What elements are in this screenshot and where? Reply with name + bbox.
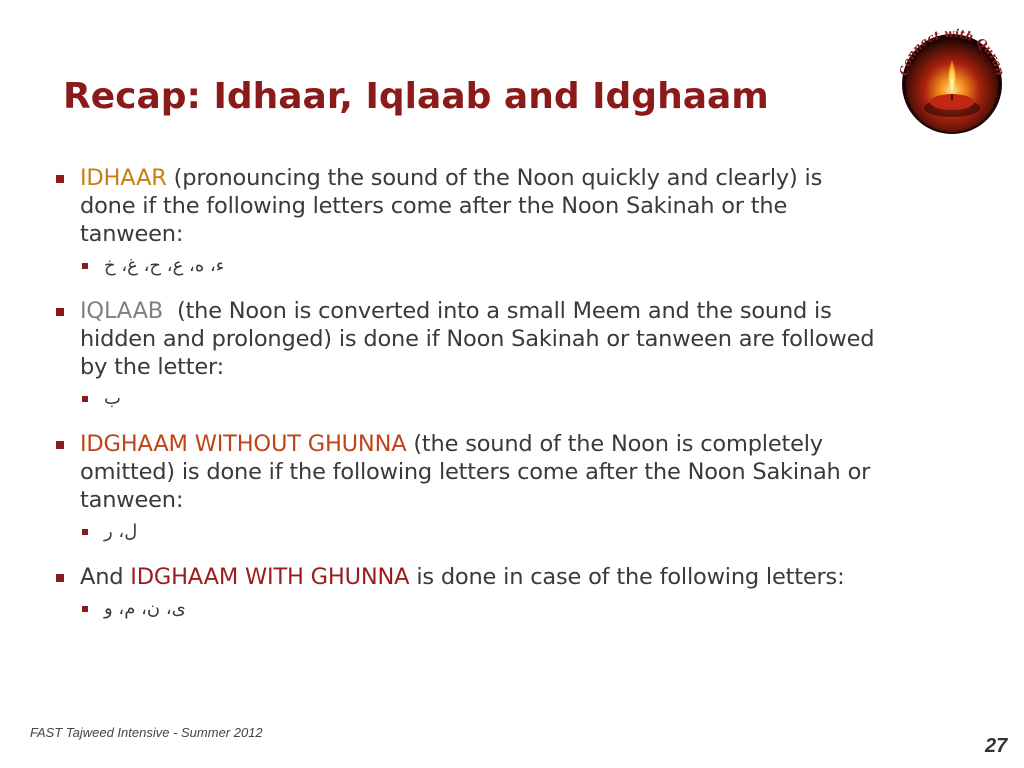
logo-text: Connect with Quran (896, 25, 1008, 77)
idghaam-without-letters: ل، ر (55, 520, 875, 544)
bullet-idhaar (55, 164, 875, 248)
term-idghaam-with-ghunna: IDGHAAM WITH GHUNNA (130, 564, 410, 590)
bullet-idghaam-with-prefix: And (80, 564, 131, 590)
bullet-iqlaab (55, 297, 882, 381)
slide-title: Recap: Idhaar, Iqlaab and Idghaam (63, 76, 769, 117)
bullet-idghaam-with-text: is done in case of the following letters: (409, 564, 845, 590)
idhaar-letters: ء، ه، ع، ح، غ، خ (55, 254, 875, 278)
slide-content (55, 164, 882, 621)
term-iqlaab: IQLAAB (80, 298, 164, 324)
bullet-idghaam-without-ghunna (55, 430, 875, 514)
bullet-idghaam-without-text: (the sound of the Noon is completely omitted) is done if the following letters come after the Noon Sakinah or tanween: (80, 431, 871, 513)
term-idghaam-without-ghunna: IDGHAAM WITHOUT GHUNNA (80, 431, 407, 457)
connect-with-quran-logo (893, 22, 1011, 136)
bullet-idhaar-text: (pronouncing the sound of the Noon quickly and clearly) is done if the following letters come after the Noon Sakinah or the tanween: (80, 165, 823, 247)
footer-text: FAST Tajweed Intensive - Summer 2012 (30, 725, 263, 740)
idghaam-with-letters: ی، ن، م، و (55, 597, 875, 621)
term-idhaar: IDHAAR (80, 165, 167, 191)
page-number: 27 (985, 735, 1008, 757)
bullet-iqlaab-text: (the Noon is converted into a small Meem and the sound is hidden and prolonged) is done if Noon Sakinah or tanween are followed by the letter: (80, 298, 882, 380)
iqlaab-letters: ب (55, 387, 875, 411)
bullet-idghaam-with-ghunna (55, 563, 875, 591)
